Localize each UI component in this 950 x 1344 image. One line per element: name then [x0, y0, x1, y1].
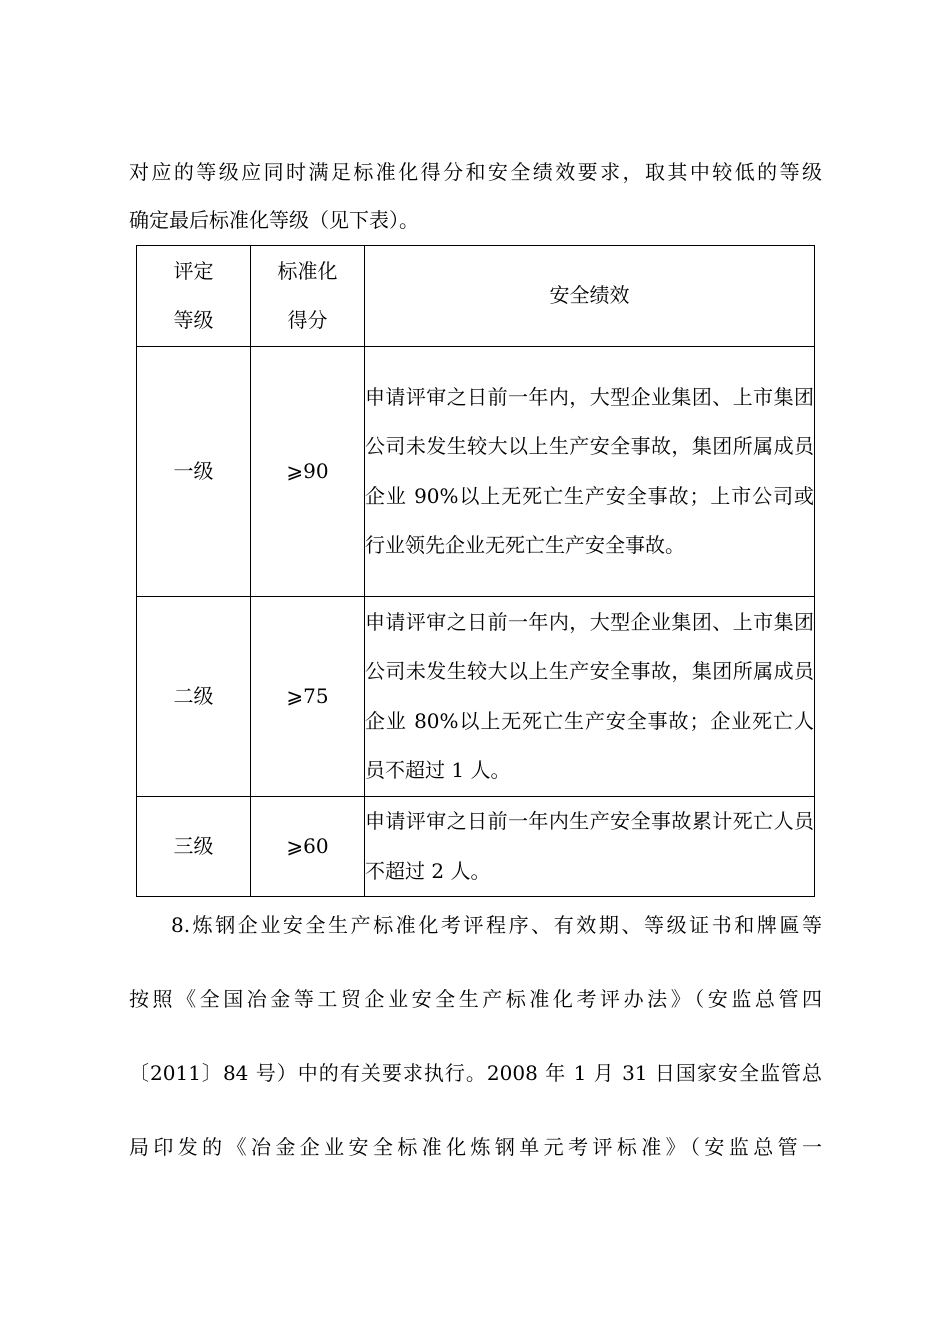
score-cell: ⩾60 — [251, 797, 365, 897]
header-score-line1: 标准化 — [277, 258, 338, 283]
body-paragraph-line: 局印发的《冶金企业安全标准化炼钢单元考评标准》（安监总管一 — [129, 1135, 822, 1159]
grade-cell: 二级 — [137, 597, 251, 797]
table-row — [137, 597, 815, 797]
grade-cell: 三级 — [137, 797, 251, 897]
body-paragraph-line: 8.炼钢企业安全生产标准化考评程序、有效期、等级证书和牌匾等 — [171, 913, 822, 937]
grade-cell: 一级 — [137, 347, 251, 597]
body-paragraph-line: 〔2011〕84 号）中的有关要求执行。2008 年 1 月 31 日国家安全监管总 — [129, 1061, 822, 1085]
header-grade-line2: 等级 — [173, 308, 214, 332]
header-score-line2: 得分 — [287, 308, 328, 332]
body-paragraph-line: 按照《全国冶金等工贸企业安全生产标准化考评办法》（安监总管四 — [129, 987, 822, 1011]
header-grade — [137, 246, 251, 347]
score-cell: ⩾75 — [251, 597, 365, 797]
header-score — [251, 246, 365, 347]
table-header-row — [137, 246, 815, 347]
intro-paragraph-line: 确定最后标准化等级（见下表）。 — [129, 208, 419, 232]
intro-paragraph-line: 对应的等级应同时满足标准化得分和安全绩效要求，取其中较低的等级 — [129, 160, 822, 184]
header-performance: 安全绩效 — [365, 246, 815, 347]
performance-cell: 申请评审之日前一年内，大型企业集团、上市集团公司未发生较大以上生产安全事故，集团所属成员企业 80%以上无死亡生产安全事故；企业死亡人员不超过 1 人。 — [365, 597, 815, 797]
table-row — [137, 347, 815, 597]
score-cell: ⩾90 — [251, 347, 365, 597]
performance-cell: 申请评审之日前一年内，大型企业集团、上市集团公司未发生较大以上生产安全事故，集团所属成员企业 90%以上无死亡生产安全事故；上市公司或行业领先企业无死亡生产安全事故。 — [365, 347, 815, 597]
performance-cell: 申请评审之日前一年内生产安全事故累计死亡人员不超过 2 人。 — [365, 797, 815, 897]
table-row — [137, 797, 815, 897]
header-grade-line1: 评定 — [173, 258, 214, 283]
grade-standards-table — [136, 245, 815, 897]
